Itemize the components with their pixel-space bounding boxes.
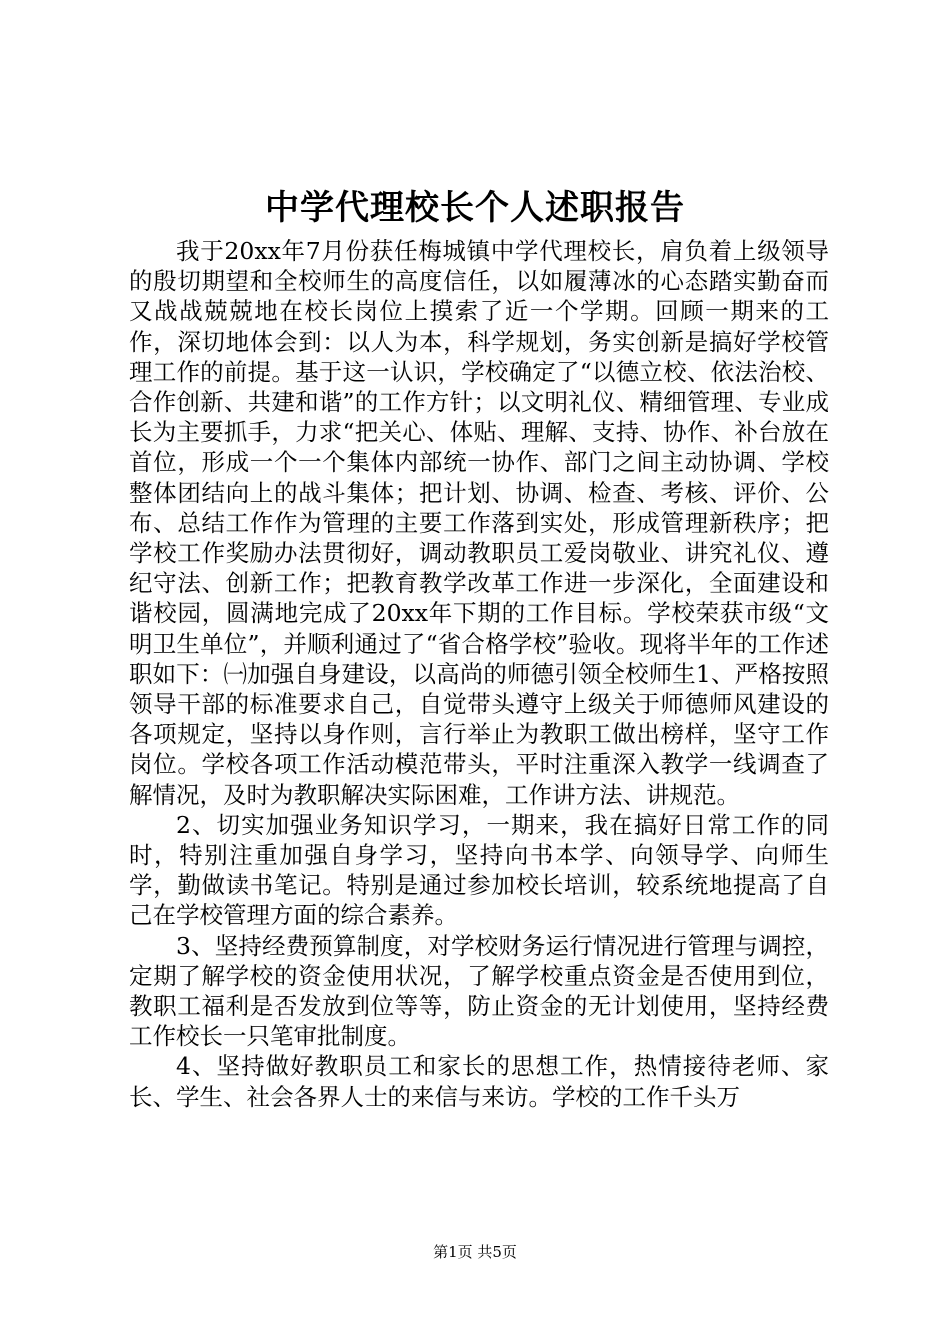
page-footer: 第1页 共5页 — [433, 1243, 517, 1261]
document-title: 中学代理校长个人述职报告 — [265, 188, 685, 228]
body-paragraph: 2、切实加强业务知识学习，一期来，我在搞好日常工作的同时，特别注重加强自身学习，坚持向书本学、向领导学、向师生学，勤做读书笔记。特别是通过参加校长培训，较系统地提高了自己在学校管理方面的综合素养。 — [129, 810, 829, 930]
body-paragraph: 我于20xx年7月份获任梅城镇中学代理校长，肩负着上级领导的殷切期望和全校师生的高度信任，以如履薄冰的心态踏实勤奋而又战战兢兢地在校长岗位上摸索了近一个学期。回顾一期来的工作，深切地体会到：以人为本，科学规划，务实创新是搞好学校管理工作的前提。基于这一认识，学校确定了“以德立校、依法治校、合作创新、共建和谐”的工作方针；以文明礼仪、精细管理、专业成长为主要抓手，力求“把关心、体贴、理解、支持、协作、补台放在首位，形成一个一个集体内部统一协作、部门之间主动协调、学校整体团结向上的战斗集体；把计划、协调、检查、考核、评价、公布、总结工作作为管理的主要工作落到实处，形成管理新秩序；把学校工作奖励办法贯彻好，调动教职员工爱岗敬业、讲究礼仪、遵纪守法、创新工作；把教育教学改革工作进一步深化，全面建设和谐校园，圆满地完成了20xx年下期的工作目标。学校荣获市级“文明卫生单位”，并顺利通过了“省合格学校”验收。现将半年的工作述职如下：㈠加强自身建设，以高尚的师德引领全校师生1、严格按照领导干部的标准要求自己，自觉带头遵守上级关于师德师风建设的各项规定，坚持以身作则，言行举止为教职工做出榜样，坚守工作岗位。学校各项工作活动模范带头，平时注重深入教学一线调查了解情况，及时为教职解决实际困难，工作讲方法、讲规范。 — [129, 237, 829, 809]
document-body — [129, 236, 829, 1112]
body-paragraph: 4、坚持做好教职员工和家长的思想工作，热情接待老师、家长、学生、社会各界人士的来信与来访。学校的工作千头万 — [129, 1052, 829, 1111]
body-paragraph: 3、坚持经费预算制度，对学校财务运行情况进行管理与调控，定期了解学校的资金使用状况，了解学校重点资金是否使用到位，教职工福利是否发放到位等等，防止资金的无计划使用，坚持经费工作校长一只笔审批制度。 — [129, 931, 829, 1051]
